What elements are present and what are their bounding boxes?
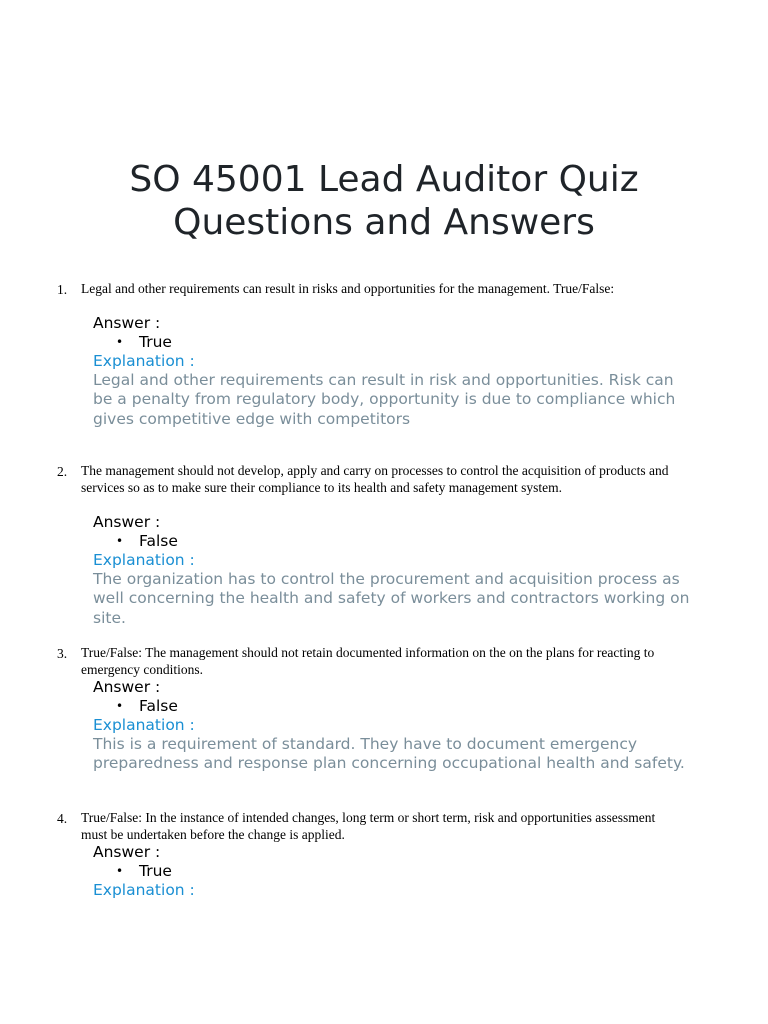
answer-label: Answer : bbox=[93, 843, 161, 861]
question-number: 4. bbox=[57, 811, 68, 826]
answer-label: Answer : bbox=[93, 513, 161, 531]
explanation-text: This is a requirement of standard. They have to document emergency preparedness and response plan concerning occupational health and safety. bbox=[93, 735, 685, 773]
answer-label: Answer : bbox=[93, 314, 161, 332]
question-text: Legal and other requirements can result in risks and opportunities for the management. True/False: bbox=[81, 281, 615, 296]
question-text: The management should not develop, apply and carry on processes to control the acquisition of products and services so as to make sure their compliance to its health and safety management system. bbox=[81, 463, 669, 495]
answer-label: Answer : bbox=[93, 678, 161, 696]
question-number: 3. bbox=[57, 646, 68, 661]
explanation-label: Explanation : bbox=[93, 716, 195, 734]
explanation-label: Explanation : bbox=[93, 352, 195, 370]
question-number: 2. bbox=[57, 464, 68, 479]
question-number: 1. bbox=[57, 282, 68, 297]
bullet-icon: • bbox=[116, 699, 124, 713]
bullet-icon: • bbox=[116, 335, 124, 349]
explanation-text: Legal and other requirements can result in risk and opportunities. Risk can be a penalty from regulatory body, opportunity is due to compliance which gives competitive edge with competitors bbox=[93, 371, 676, 428]
answer-value: True bbox=[139, 333, 172, 351]
answer-value: True bbox=[139, 862, 172, 880]
explanation-label: Explanation : bbox=[93, 551, 195, 569]
answer-value: False bbox=[139, 532, 178, 550]
explanation-text: The organization has to control the procurement and acquisition process as well concerning the health and safety of workers and contractors working on site. bbox=[93, 570, 690, 627]
question-text: True/False: In the instance of intended changes, long term or short term, risk and opportunities assessment must be undertaken before the change is applied. bbox=[81, 810, 656, 842]
bullet-icon: • bbox=[116, 864, 124, 878]
bullet-icon: • bbox=[116, 534, 124, 548]
answer-value: False bbox=[139, 697, 178, 715]
page-title: SO 45001 Lead Auditor Quiz Questions and Answers bbox=[129, 159, 639, 243]
explanation-label: Explanation : bbox=[93, 881, 195, 899]
question-text: True/False: The management should not retain documented information on the on the plans for reacting to emergency conditions. bbox=[81, 645, 655, 677]
